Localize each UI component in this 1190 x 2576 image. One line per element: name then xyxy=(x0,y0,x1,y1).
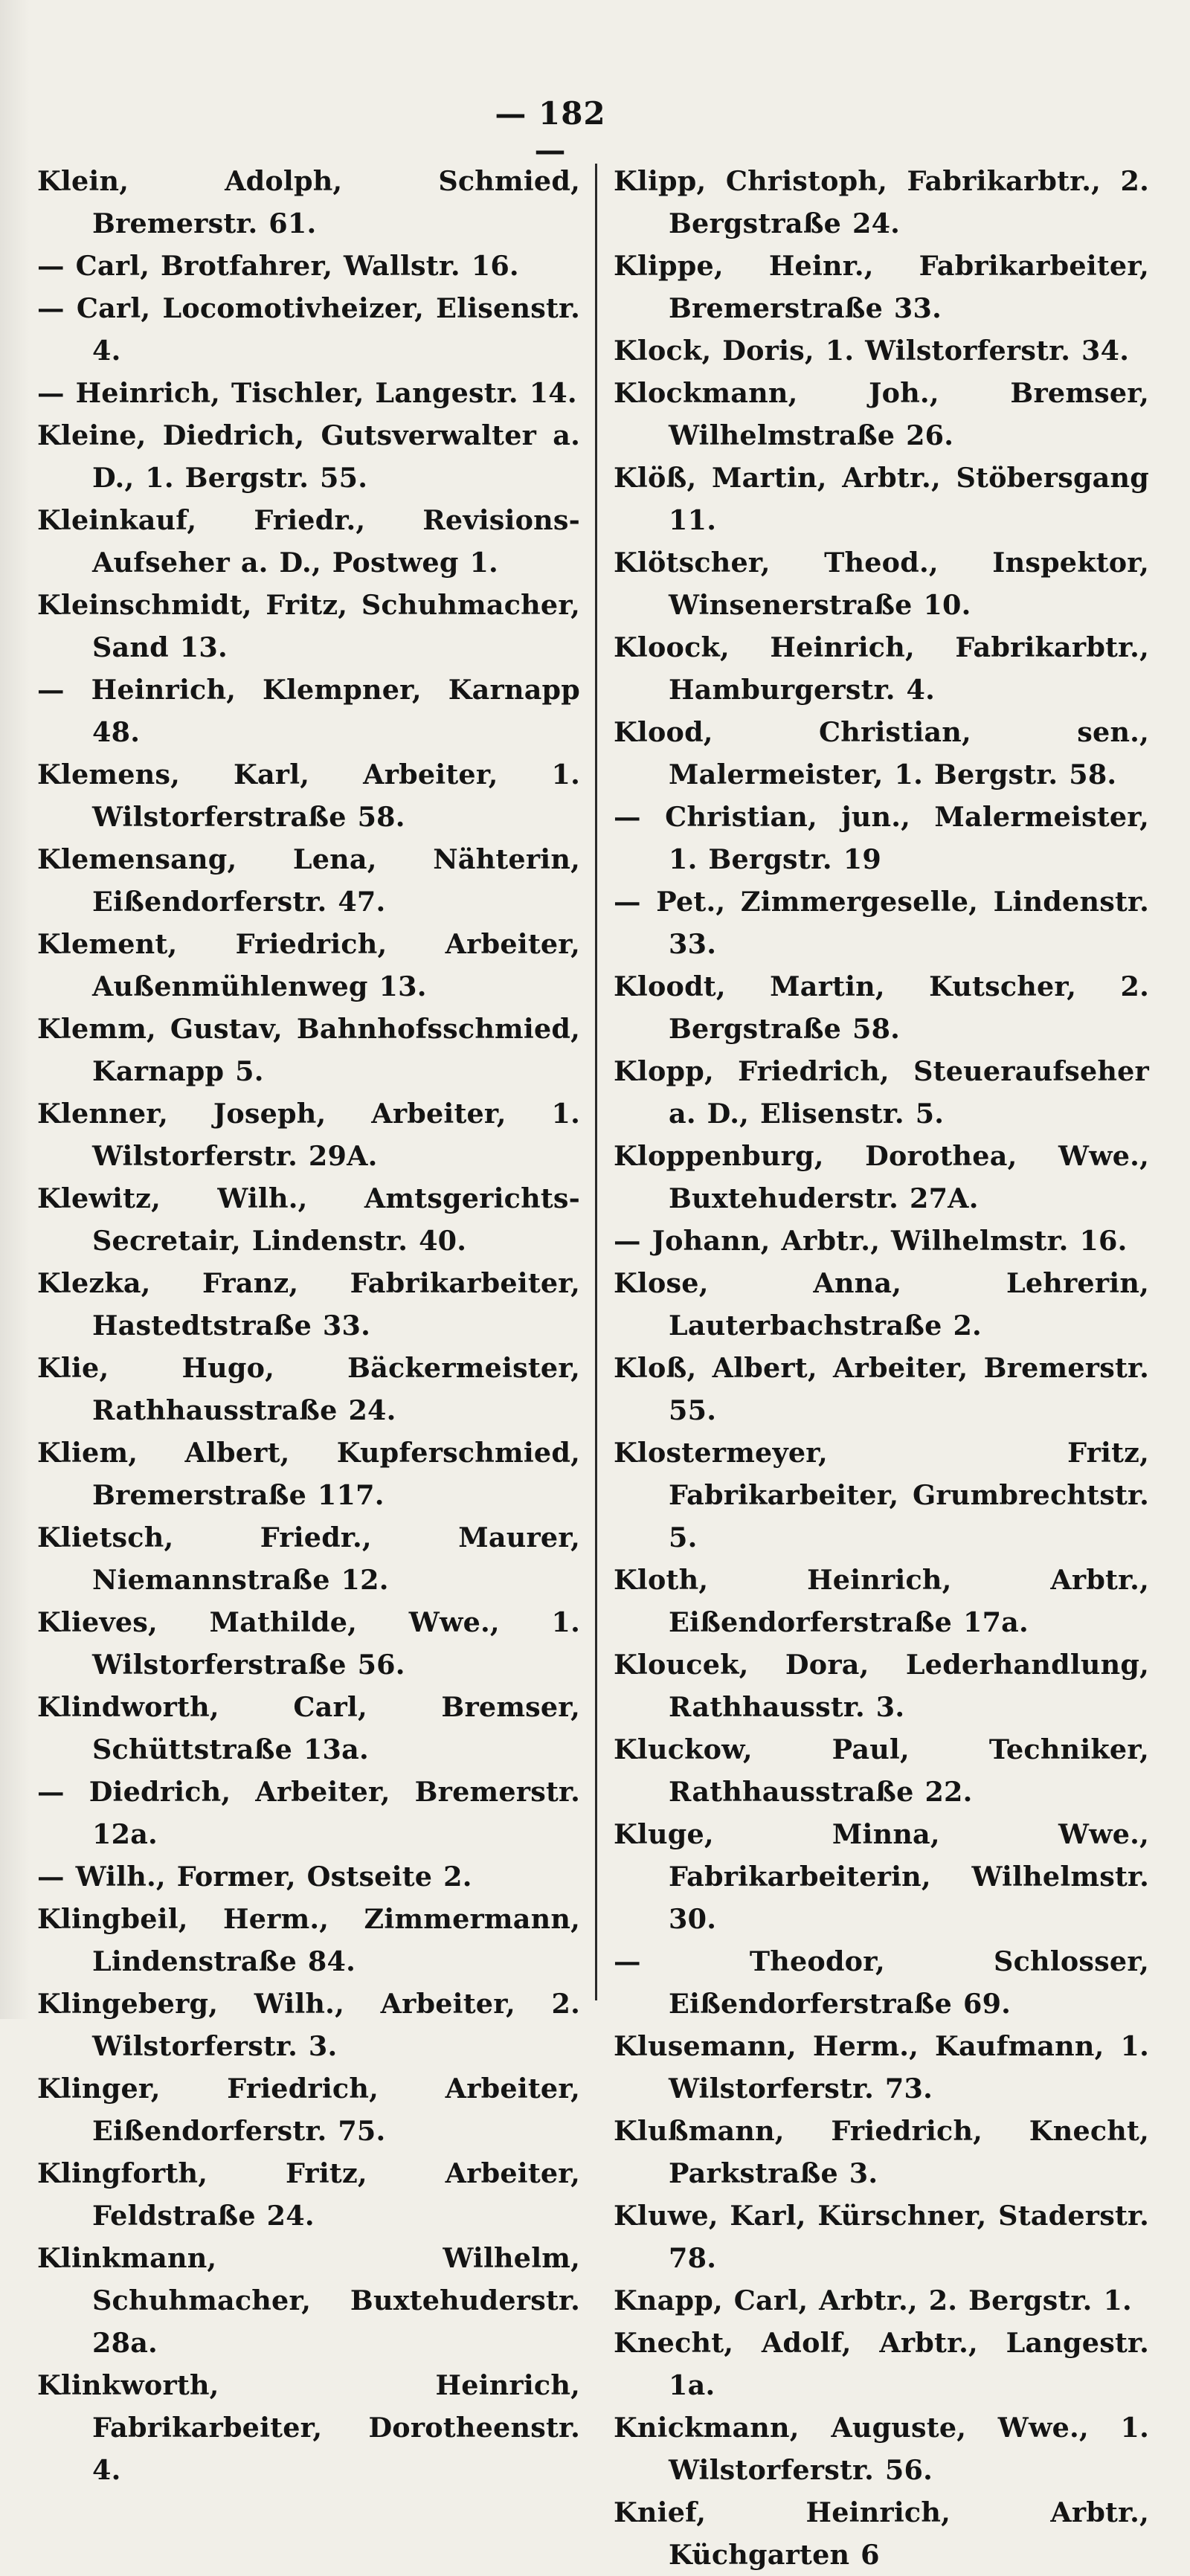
directory-entry: Kleinschmidt, Fritz, Schuhmacher, Sand 13. xyxy=(37,589,580,663)
directory-entry: Kloth, Heinrich, Arbtr., Eißendorferstraße 17a. xyxy=(614,1564,1149,1638)
directory-entry: Klewitz, Wilh., Amtsgerichts-Secretair, Lindenstr. 40. xyxy=(37,1182,580,1257)
directory-entry: Klie, Hugo, Bäckermeister, Rathhausstraße 24. xyxy=(37,1352,580,1426)
directory-entry: Kliem, Albert, Kupferschmied, Bremerstraße 117. xyxy=(37,1437,580,1511)
directory-entry: Klöß, Martin, Arbtr., Stöbersgang 11. xyxy=(614,462,1149,536)
directory-entry: Knief, Heinrich, Arbtr., Küchgarten 6 xyxy=(614,2496,1149,2571)
page-number: — 182 — xyxy=(495,95,606,168)
directory-entry: — Pet., Zimmergeselle, Lindenstr. 33. xyxy=(614,886,1149,960)
directory-entry: Kloucek, Dora, Lederhandlung, Rathhausstr. 3. xyxy=(614,1649,1149,1723)
directory-entry: Kluckow, Paul, Techniker, Rathhausstraße 22. xyxy=(614,1733,1149,1808)
directory-entry: Klockmann, Joh., Bremser, Wilhelmstraße 26. xyxy=(614,377,1149,451)
directory-entry: — Carl, Locomotivheizer, Elisenstr. 4. xyxy=(37,292,580,367)
directory-entry: Kleinkauf, Friedr., Revisions-Aufseher a. D., Postweg 1. xyxy=(37,504,580,579)
entry-columns xyxy=(37,160,1160,2571)
directory-entry: Kloppenburg, Dorothea, Wwe., Buxtehuderstr. 27A. xyxy=(614,1140,1149,1214)
directory-entry: Knecht, Adolf, Arbtr., Langestr. 1a. xyxy=(614,2327,1149,2401)
directory-entry: Klinger, Friedrich, Arbeiter, Eißendorferstr. 75. xyxy=(37,2073,580,2147)
directory-entry: Klock, Doris, 1. Wilstorferstr. 34. xyxy=(614,335,1130,367)
directory-entry: — Carl, Brotfahrer, Wallstr. 16. xyxy=(37,250,519,282)
directory-entry: Kluge, Minna, Wwe., Fabrikarbeiterin, Wilhelmstr. 30. xyxy=(614,1818,1149,1935)
directory-entry: Klingforth, Fritz, Arbeiter, Feldstraße 24. xyxy=(37,2157,580,2232)
directory-entry: Klingeberg, Wilh., Arbeiter, 2. Wilstorferstr. 3. xyxy=(37,1988,580,2062)
directory-entry: Klenner, Joseph, Arbeiter, 1. Wilstorferstr. 29A. xyxy=(37,1098,580,1172)
directory-entry: Klein, Adolph, Schmied, Bremerstr. 61. xyxy=(37,165,580,239)
directory-entry: Klietsch, Friedr., Maurer, Niemannstraße 12. xyxy=(37,1522,580,1596)
directory-entry: Kloock, Heinrich, Fabrikarbtr., Hamburgerstr. 4. xyxy=(614,631,1149,706)
directory-entry: Klemm, Gustav, Bahnhofsschmied, Karnapp 5. xyxy=(37,1013,580,1087)
directory-entry: Klood, Christian, sen., Malermeister, 1. Bergstr. 58. xyxy=(614,716,1149,790)
directory-entry: Klostermeyer, Fritz, Fabrikarbeiter, Grumbrechtstr. 5. xyxy=(614,1437,1149,1553)
directory-entry: — Heinrich, Tischler, Langestr. 14. xyxy=(37,377,577,409)
directory-entry: Klinkmann, Wilhelm, Schuhmacher, Buxtehuderstr. 28a. xyxy=(37,2242,580,2359)
directory-entry: Kleine, Diedrich, Gutsverwalter a. D., 1. Bergstr. 55. xyxy=(37,419,580,494)
directory-entry: Klusemann, Herm., Kaufmann, 1. Wilstorferstr. 73. xyxy=(614,2030,1149,2105)
left-column xyxy=(37,160,595,2486)
directory-entry: — Diedrich, Arbeiter, Bremerstr. 12a. xyxy=(37,1776,580,1850)
directory-entry: Klingbeil, Herm., Zimmermann, Lindenstraße 84. xyxy=(37,1903,580,1977)
directory-entry: Klement, Friedrich, Arbeiter, Außenmühlenweg 13. xyxy=(37,928,580,1002)
directory-entry: Klußmann, Friedrich, Knecht, Parkstraße 3. xyxy=(614,2115,1149,2189)
directory-entry: Kluwe, Karl, Kürschner, Staderstr. 78. xyxy=(614,2200,1149,2274)
directory-entry: Klezka, Franz, Fabrikarbeiter, Hastedtstraße 33. xyxy=(37,1267,580,1342)
directory-entry: Kloodt, Martin, Kutscher, 2. Bergstraße 58. xyxy=(614,970,1149,1045)
directory-entry: Knapp, Carl, Arbtr., 2. Bergstr. 1. xyxy=(614,2284,1132,2316)
directory-entry: Klemensang, Lena, Nähterin, Eißendorferstr. 47. xyxy=(37,843,580,918)
directory-entry: Klemens, Karl, Arbeiter, 1. Wilstorferstraße 58. xyxy=(37,759,580,833)
right-column xyxy=(597,160,1155,2571)
directory-entry: Klindworth, Carl, Bremser, Schüttstraße 13a. xyxy=(37,1691,580,1765)
directory-entry: — Theodor, Schlosser, Eißendorferstraße 69. xyxy=(614,1945,1149,2020)
directory-entry: — Johann, Arbtr., Wilhelmstr. 16. xyxy=(614,1225,1128,1257)
directory-entry: Klipp, Christoph, Fabrikarbtr., 2. Bergstraße 24. xyxy=(614,165,1149,239)
directory-entry: Klötscher, Theod., Inspektor, Winsenerstraße 10. xyxy=(614,547,1149,621)
directory-entry: — Christian, jun., Malermeister, 1. Bergstr. 19 xyxy=(614,801,1149,875)
directory-entry: Klinkworth, Heinrich, Fabrikarbeiter, Dorotheenstr. 4. xyxy=(37,2369,580,2486)
directory-entry: Klose, Anna, Lehrerin, Lauterbachstraße 2. xyxy=(614,1267,1149,1342)
directory-entry: Klieves, Mathilde, Wwe., 1. Wilstorferstraße 56. xyxy=(37,1606,580,1681)
directory-entry: Klippe, Heinr., Fabrikarbeiter, Bremerstraße 33. xyxy=(614,250,1149,324)
directory-entry: Kloß, Albert, Arbeiter, Bremerstr. 55. xyxy=(614,1352,1149,1426)
directory-entry: Klopp, Friedrich, Steueraufseher a. D., Elisenstr. 5. xyxy=(614,1055,1149,1130)
directory-entry: — Wilh., Former, Ostseite 2. xyxy=(37,1861,472,1893)
directory-entry: — Heinrich, Klempner, Karnapp 48. xyxy=(37,674,580,748)
directory-entry: Knickmann, Auguste, Wwe., 1. Wilstorferstr. 56. xyxy=(614,2412,1149,2486)
